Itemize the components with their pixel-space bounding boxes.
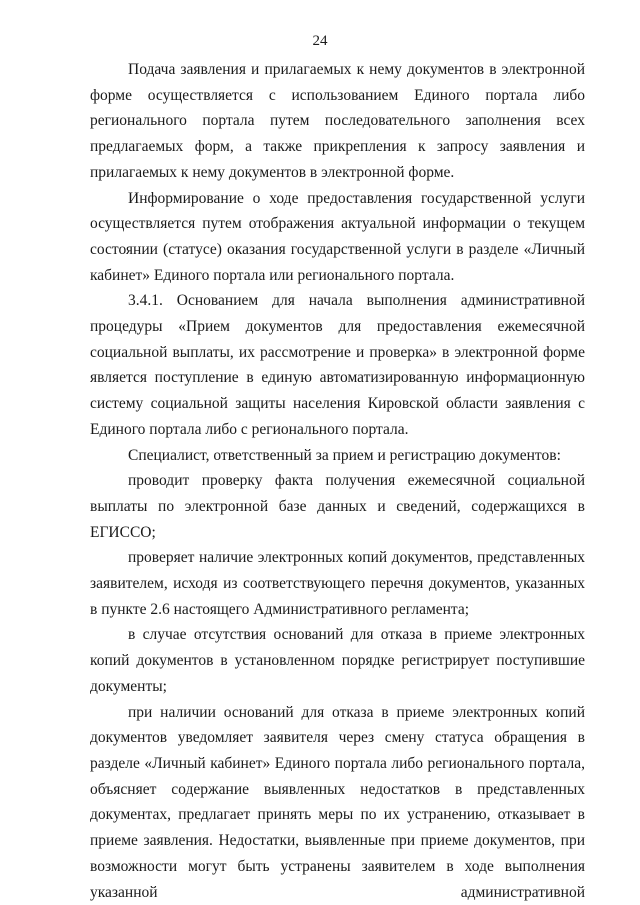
paragraph-check-egisso: проводит проверку факта получения ежемесячной социальной выплаты по электронной базе данных и сведений, содержащихся в ЕГИССО; [90,472,585,541]
document-body [90,57,585,905]
paragraph-refusal-notification: при наличии оснований для отказа в приеме электронных копий документов уведомляет заявителя через смену статуса обращения в разделе «Личный кабинет» Единого портала либо регионального портала, объясняет содержание выявленных недостатков в представленных документах, предлагает принять меры по их устранению, отказывает в приеме заявления. Недостатки, выявленные при приеме документов, при возможности могут быть устранены заявителем в ходе выполнения указанной административной [90,703,585,901]
paragraph-electronic-submission: Подача заявления и прилагаемых к нему документов в электронной форме осуществляется с использованием Единого портала либо регионального портала путем последовательного заполнения всех предлагаемых форм, а также прикрепления к запросу заявления и прилагаемых к нему документов в электронной форме. [90,61,585,181]
paragraph-check-copies: проверяет наличие электронных копий документов, представленных заявителем, исходя из соответствующего перечня документов, указанных в пункте 2.6 настоящего Административного регламента; [90,549,585,618]
paragraph-status-informing: Информирование о ходе предоставления государственной услуги осуществляется путем отображения актуальной информации о текущем состоянии (статусе) оказания государственной услуги в разделе «Личный кабинет» Единого портала или регионального портала. [90,189,585,284]
page-number: 24 [312,33,328,49]
paragraph-specialist-intro: Специалист, ответственный за прием и регистрацию документов: [128,446,561,464]
paragraph-register-documents: в случае отсутствия оснований для отказа в приеме электронных копий документов в установленном порядке регистрирует поступившие документы; [90,626,585,695]
paragraph-section-3-4-1: 3.4.1. Основанием для начала выполнения административной процедуры «Прием документов для предоставления ежемесячной социальной выплаты, их рассмотрение и проверка» в электронной форме является поступление в единую автоматизированную информационную систему социальной защиты населения Кировской области заявления с Единого портала либо с регионального портала. [90,292,585,438]
